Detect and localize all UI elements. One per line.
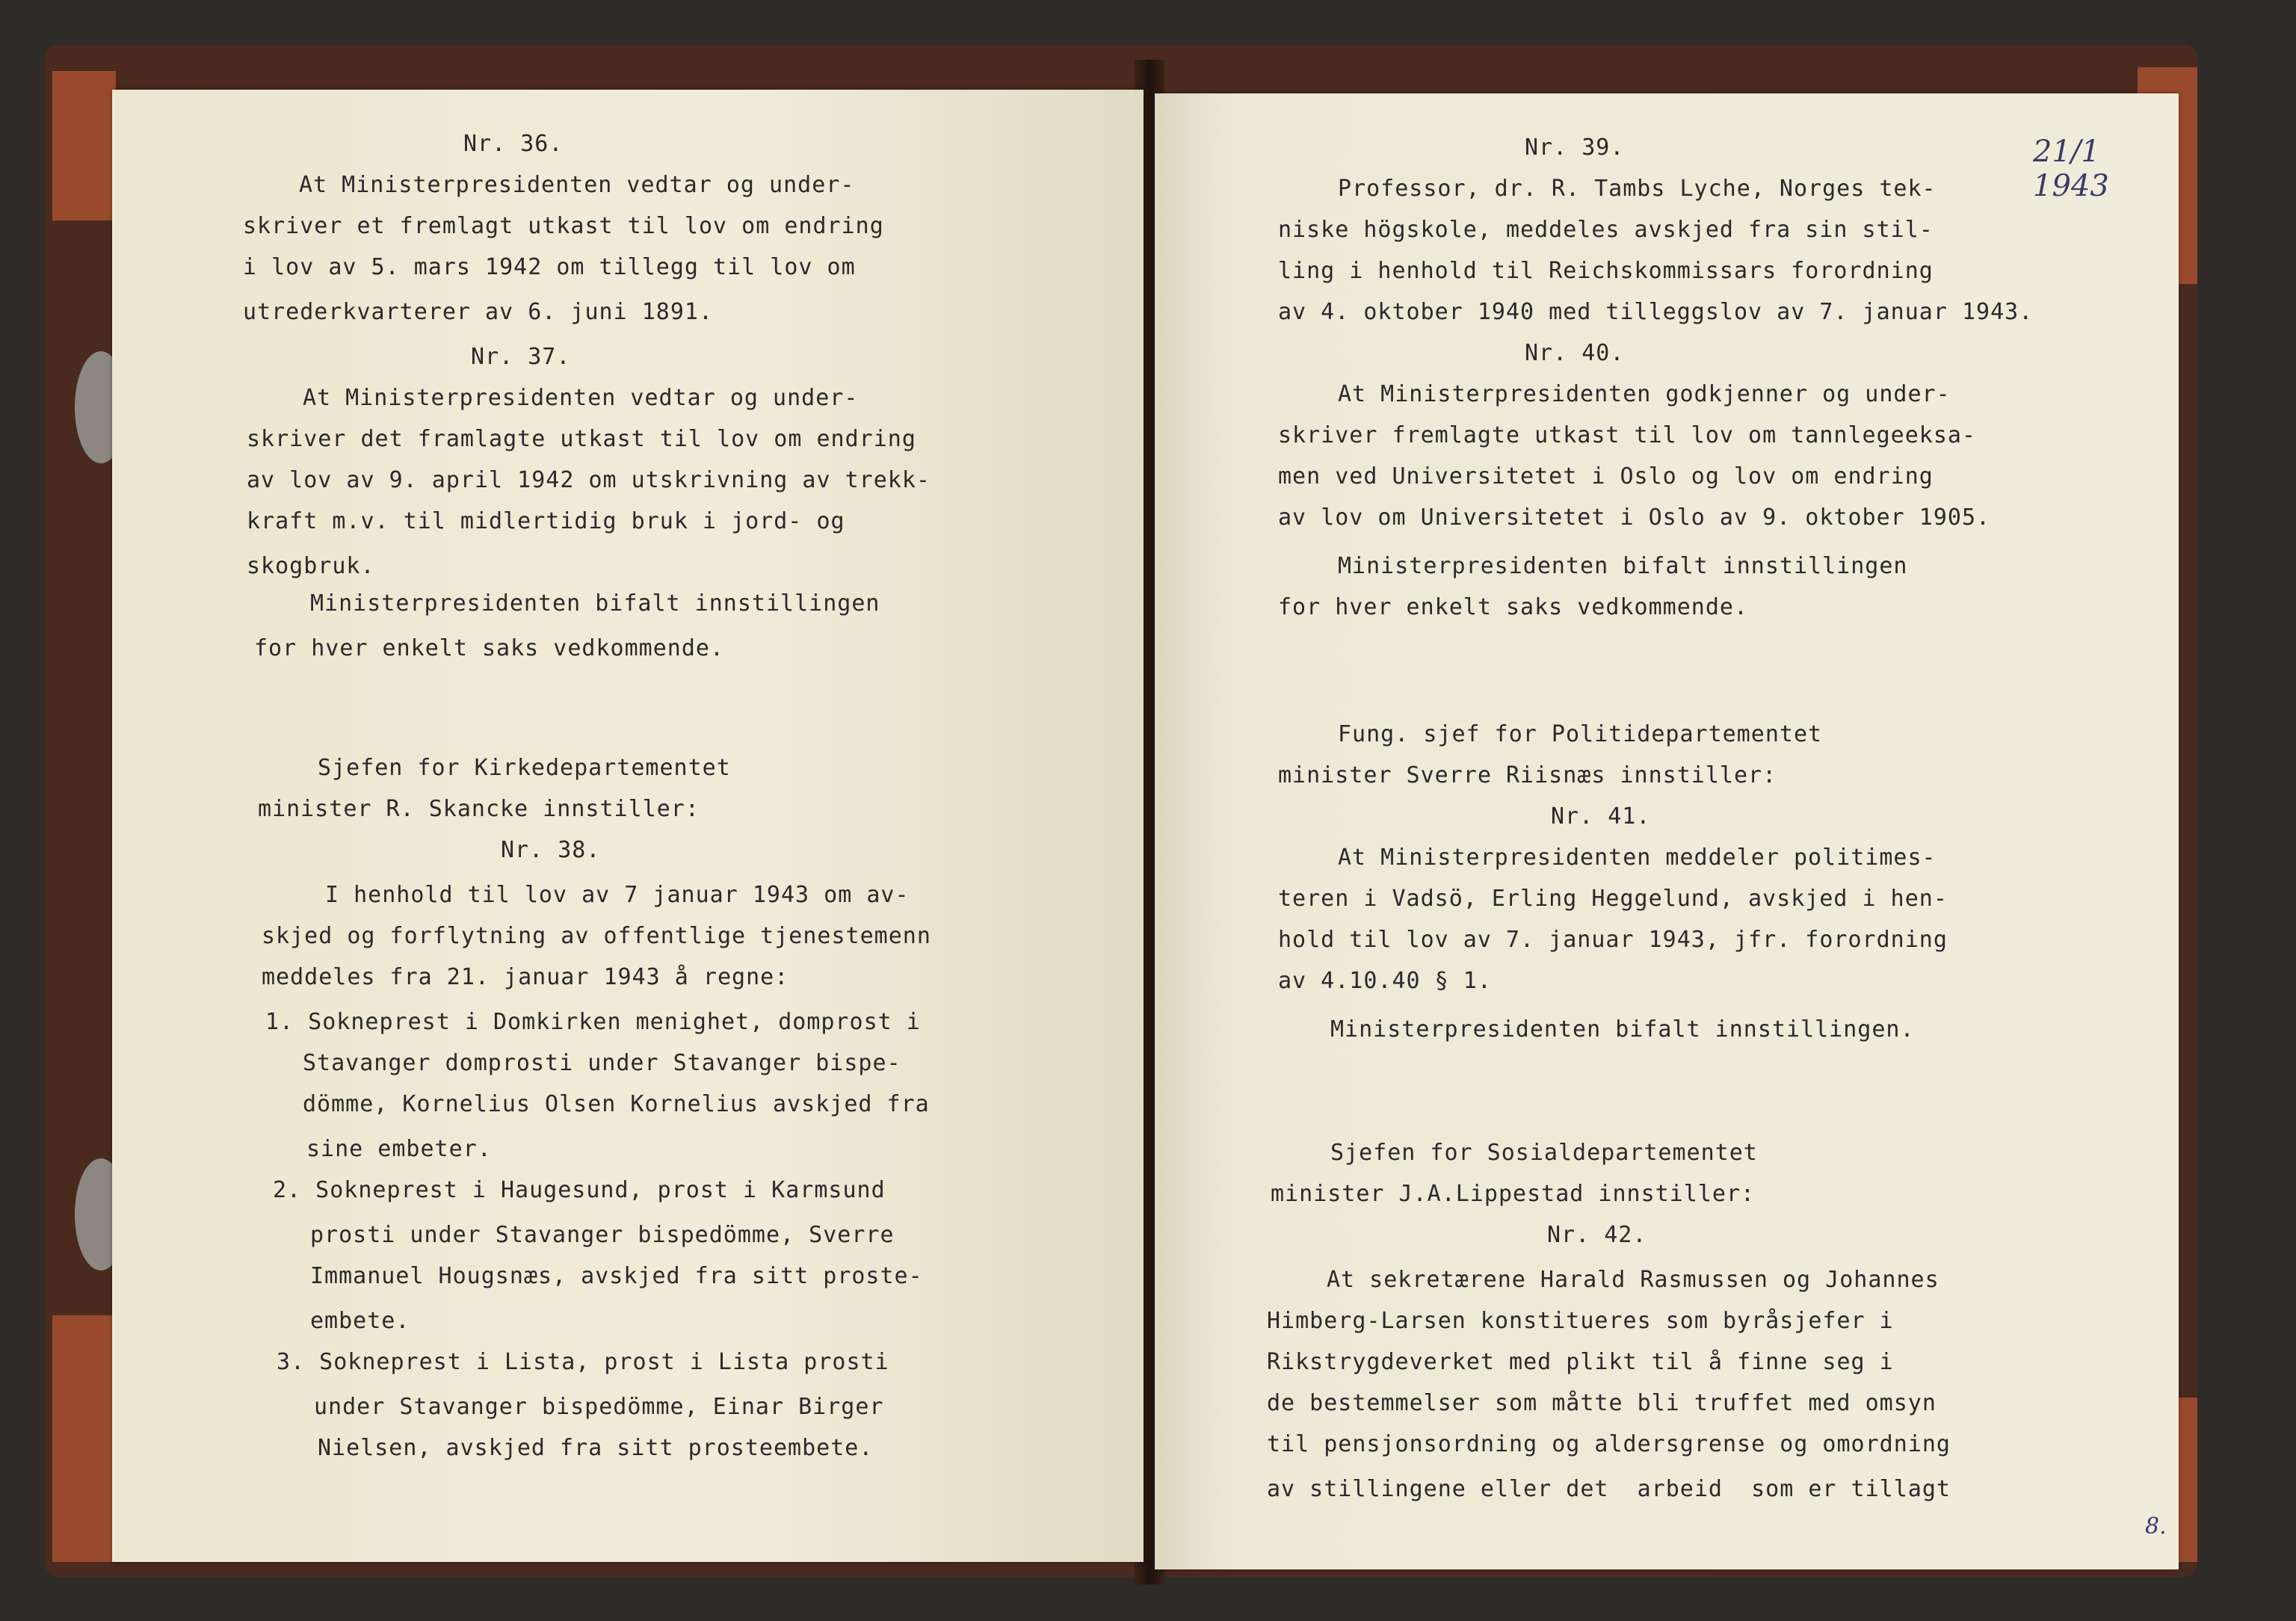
text-line: Nr. 37.	[471, 344, 571, 370]
text-line: Nr. 38.	[501, 837, 601, 863]
text-line: men ved Universitetet i Oslo og lov om endring	[1278, 463, 1934, 490]
text-line: minister J.A.Lippestad innstiller:	[1271, 1181, 1756, 1207]
text-line: kraft m.v. til midlertidig bruk i jord- og	[247, 508, 845, 534]
text-line: av 4. oktober 1940 med tilleggslov av 7. januar 1943.	[1278, 299, 2034, 325]
text-line: Ministerpresidenten bifalt innstillingen	[310, 590, 880, 617]
text-line: for hver enkelt saks vedkommende.	[1278, 594, 1749, 620]
text-line: Nr. 41.	[1551, 803, 1651, 830]
text-line: niske högskole, meddeles avskjed fra sin stil-	[1278, 217, 1934, 243]
text-line: av stillingene eller det arbeid som er tillagt	[1267, 1476, 1951, 1502]
text-line: Nr. 42.	[1547, 1222, 1647, 1248]
text-line: Fung. sjef for Politidepartementet	[1338, 721, 1823, 747]
leather-corner-bottom-left	[52, 1315, 116, 1562]
text-line: At Ministerpresidenten vedtar og under-	[299, 172, 855, 198]
text-line: av 4.10.40 § 1.	[1278, 968, 1492, 994]
text-line: Himberg-Larsen konstitueres som byråsjefer i	[1267, 1308, 1894, 1334]
text-line: Ministerpresidenten bifalt innstillingen	[1338, 553, 1908, 579]
text-line: dömme, Kornelius Olsen Kornelius avskjed fra	[303, 1091, 930, 1117]
handwritten-date: 21/1 1943	[2033, 135, 2109, 203]
text-line: Nielsen, avskjed fra sitt prosteembete.	[318, 1435, 874, 1461]
text-line: At Ministerpresidenten vedtar og under-	[303, 385, 859, 411]
text-line: At Ministerpresidenten meddeler politimes-	[1338, 845, 1937, 871]
text-line: skogbruk.	[247, 553, 375, 579]
text-line: til pensjonsordning og aldersgrense og omordning	[1267, 1431, 1951, 1457]
text-line: skriver fremlagte utkast til lov om tannlegeeksa-	[1278, 422, 1977, 448]
leather-corner-top-left	[52, 71, 116, 220]
text-line: Professor, dr. R. Tambs Lyche, Norges tek-	[1338, 176, 1937, 202]
text-line: ling i henhold til Reichskommissars forordning	[1278, 258, 1934, 284]
text-line: av lov om Universitetet i Oslo av 9. oktober 1905.	[1278, 504, 1991, 531]
text-line: under Stavanger bispedömme, Einar Birger	[314, 1394, 884, 1420]
text-line: 1. Sokneprest i Domkirken menighet, domprost i	[265, 1009, 921, 1035]
text-line: Sjefen for Kirkedepartementet	[318, 755, 731, 781]
text-line: de bestemmelser som måtte bli truffet med omsyn	[1267, 1390, 1937, 1416]
text-line: prosti under Stavanger bispedömme, Sverre	[310, 1222, 895, 1248]
page-number: 8.	[2145, 1513, 2167, 1540]
text-line: sine embeter.	[306, 1136, 492, 1162]
text-line: I henhold til lov av 7 januar 1943 om av-	[325, 882, 910, 908]
text-line: skriver det framlagte utkast til lov om endring	[247, 426, 916, 452]
text-line: minister Sverre Riisnæs innstiller:	[1278, 762, 1777, 788]
text-line: embete.	[310, 1308, 410, 1334]
text-line: teren i Vadsö, Erling Heggelund, avskjed i hen-	[1278, 886, 1948, 912]
text-line: Ministerpresidenten bifalt innstillingen.	[1330, 1016, 1915, 1043]
text-line: for hver enkelt saks vedkommende.	[254, 635, 725, 661]
text-line: hold til lov av 7. januar 1943, jfr. forordning	[1278, 927, 1948, 953]
text-line: i lov av 5. mars 1942 om tillegg til lov om	[243, 254, 856, 280]
text-line: av lov av 9. april 1942 om utskrivning av trekk-	[247, 467, 931, 493]
text-line: Nr. 39.	[1525, 135, 1625, 161]
text-line: At sekretærene Harald Rasmussen og Johannes	[1327, 1267, 1939, 1293]
text-line: Stavanger domprosti under Stavanger bispe-	[303, 1050, 901, 1076]
text-line: Nr. 40.	[1525, 340, 1625, 366]
text-line: Sjefen for Sosialdepartementet	[1330, 1140, 1758, 1166]
text-line: 2. Sokneprest i Haugesund, prost i Karmsund	[273, 1177, 886, 1203]
text-line: minister R. Skancke innstiller:	[258, 796, 700, 822]
text-line: utrederkvarterer av 6. juni 1891.	[243, 299, 714, 325]
text-line: skriver et fremlagt utkast til lov om endring	[243, 213, 884, 239]
right-page	[1155, 93, 2179, 1569]
text-line: Rikstrygdeverket med plikt til å finne seg i	[1267, 1349, 1894, 1375]
left-page	[112, 90, 1144, 1562]
text-line: Nr. 36.	[463, 131, 564, 157]
text-line: Immanuel Hougsnæs, avskjed fra sitt proste-	[310, 1263, 923, 1289]
text-line: 3. Sokneprest i Lista, prost i Lista prosti	[277, 1349, 889, 1375]
text-line: meddeles fra 21. januar 1943 å regne:	[262, 964, 789, 990]
text-line: skjed og forflytning av offentlige tjenestemenn	[262, 923, 931, 949]
text-line: At Ministerpresidenten godkjenner og under-	[1338, 381, 1951, 407]
